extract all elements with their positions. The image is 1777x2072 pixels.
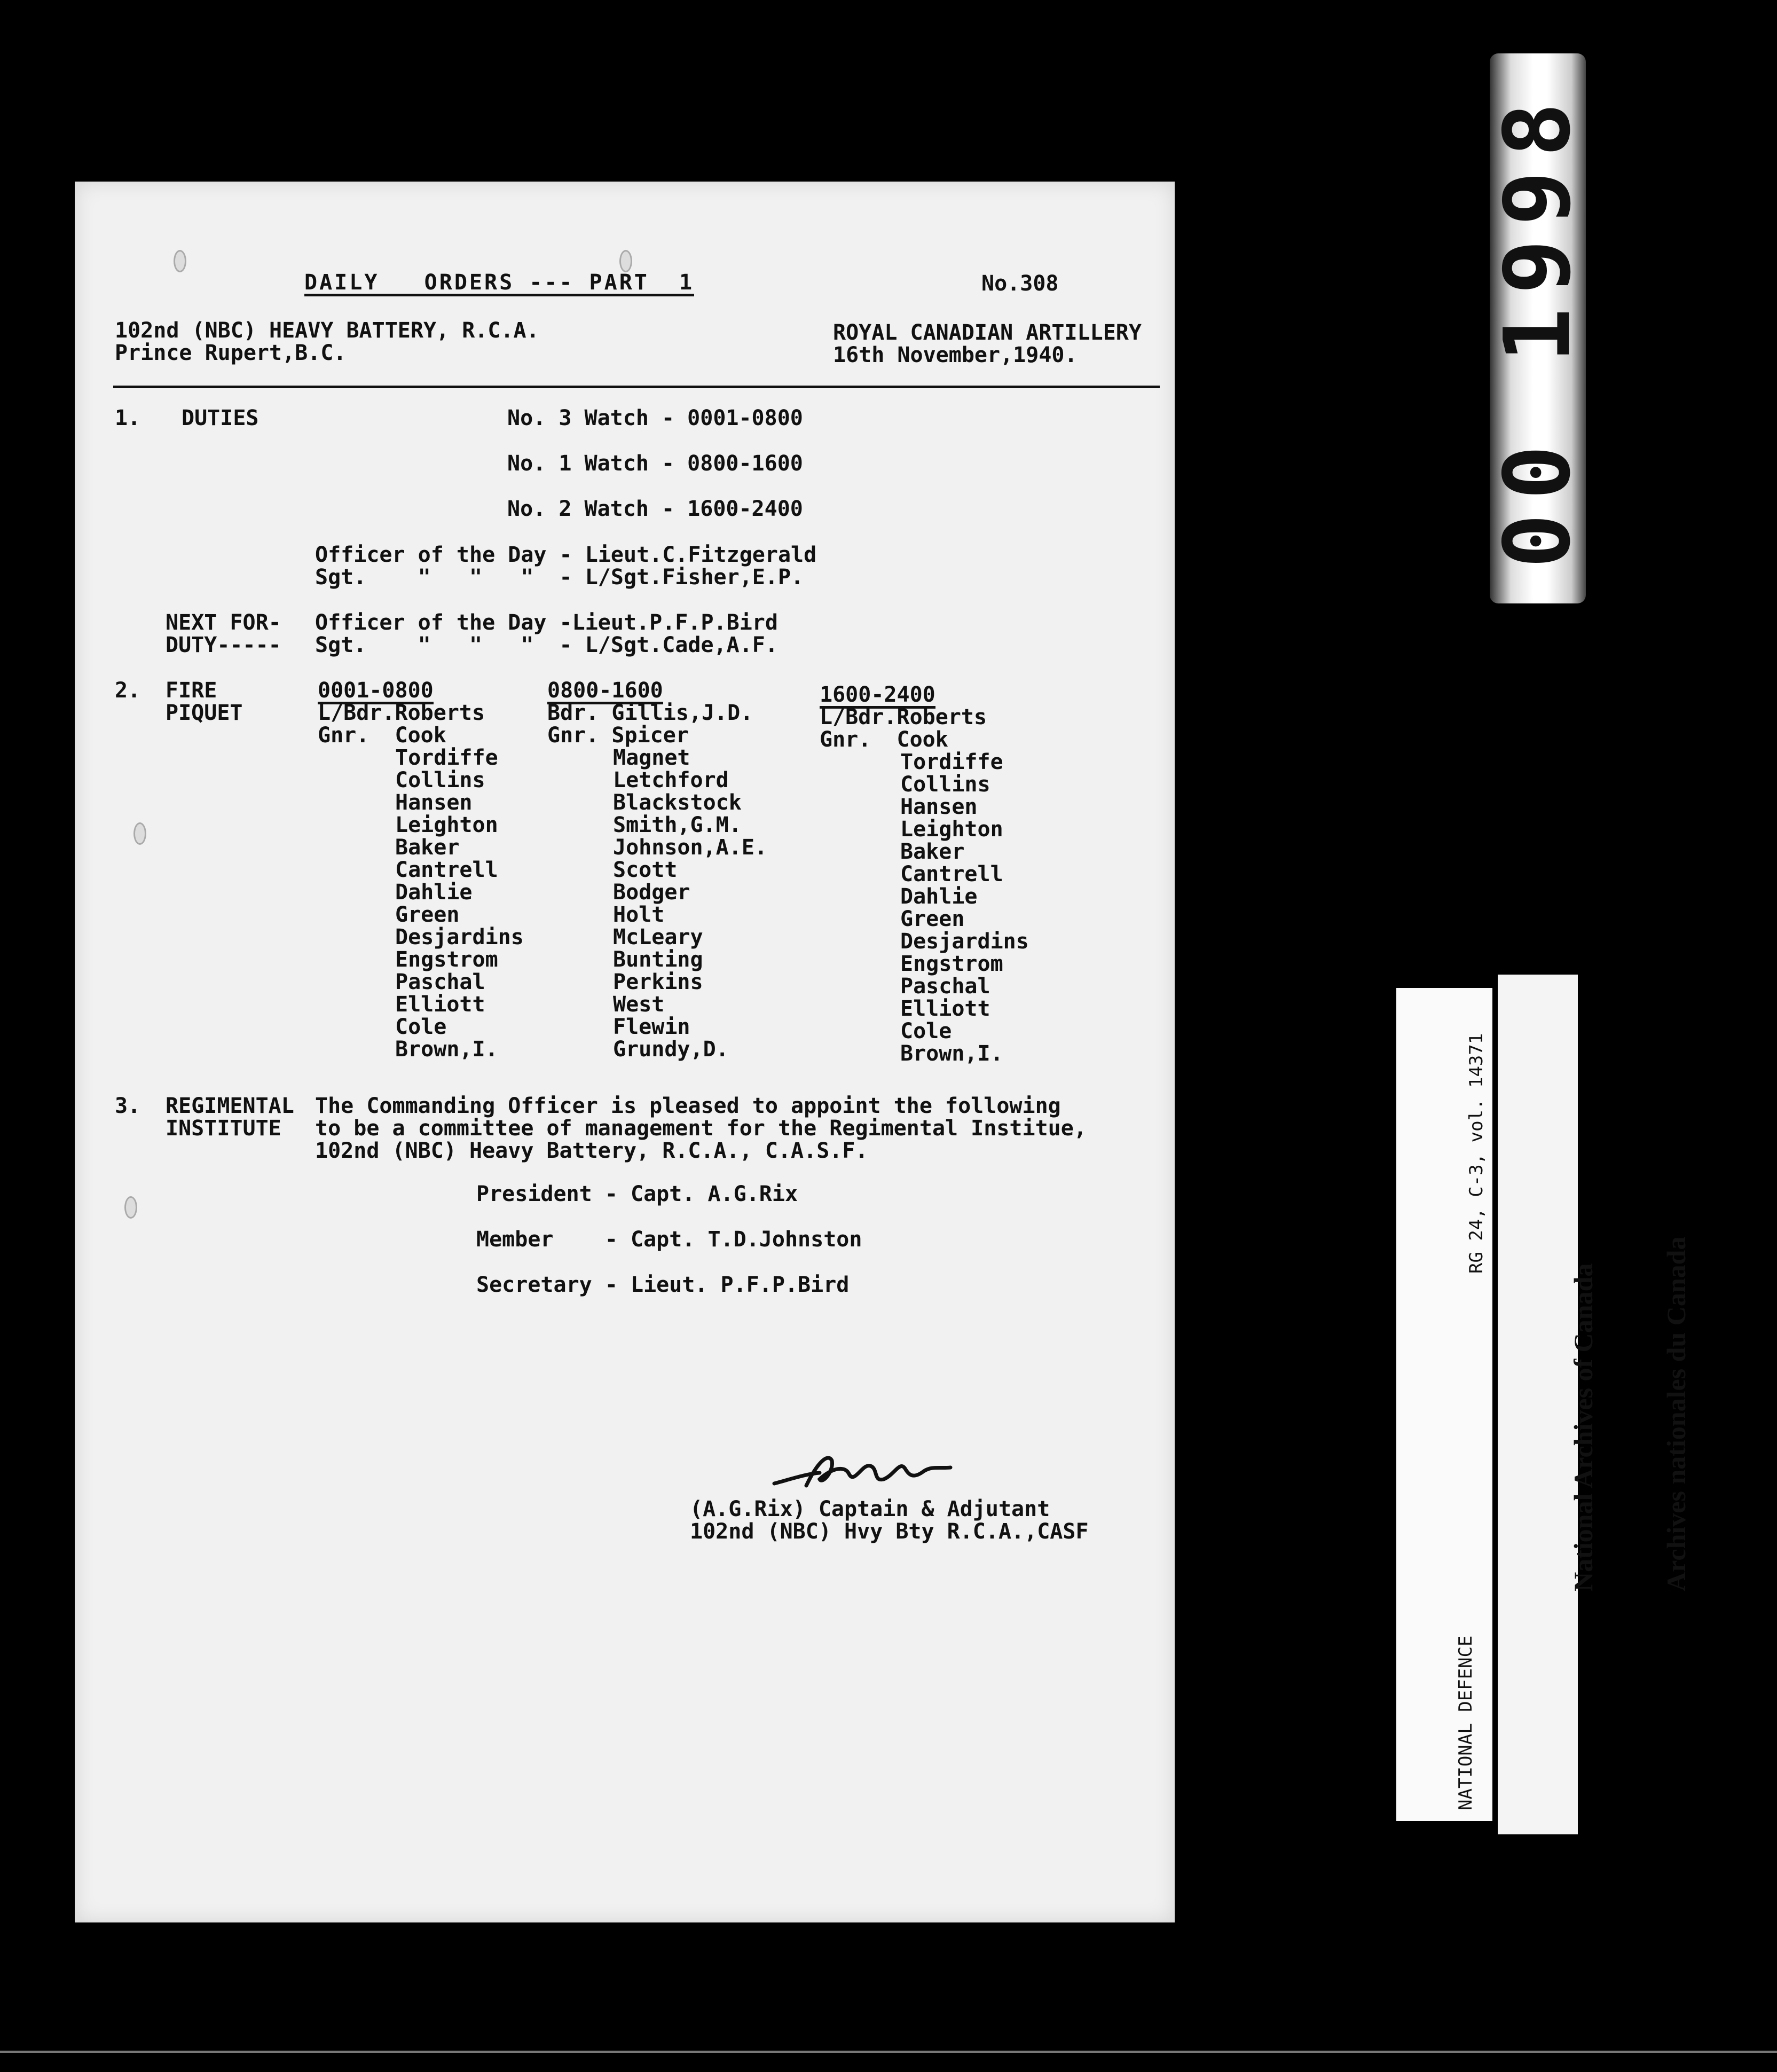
film-edge bbox=[0, 2051, 1777, 2053]
list-item: Desjardins bbox=[395, 925, 524, 949]
piquet-nco: L/Bdr.Roberts bbox=[820, 705, 987, 729]
signatory-name: (A.G.Rix) Captain & Adjutant bbox=[690, 1497, 1050, 1521]
piquet-column bbox=[318, 702, 485, 747]
committee-member: President - Capt. A.G.Rix bbox=[476, 1182, 798, 1206]
committee-member: Member - Capt. T.D.Johnston bbox=[476, 1227, 862, 1252]
list-item: Smith,G.M. bbox=[613, 813, 742, 837]
piquet-column bbox=[547, 702, 753, 747]
sergeant-of-day: Sgt. " " " - L/Sgt.Fisher,E.P. bbox=[315, 565, 804, 590]
list-item: Baker bbox=[900, 839, 965, 864]
list-item: Tordiffe bbox=[395, 745, 498, 770]
list-item: Engstrom bbox=[395, 947, 498, 972]
piquet-column bbox=[820, 706, 987, 751]
next-for-duty-label: NEXT FOR- bbox=[166, 610, 281, 635]
section-number: 2. bbox=[115, 678, 141, 703]
list-item: Brown,I. bbox=[395, 1037, 498, 1062]
list-item: Paschal bbox=[395, 970, 485, 994]
list-item: Magnet bbox=[613, 745, 690, 770]
order-number: No.308 bbox=[981, 271, 1059, 296]
list-item: Collins bbox=[900, 772, 990, 797]
piquet-names bbox=[395, 747, 524, 1061]
watch-line: No. 3 Watch - 0001-0800 bbox=[507, 406, 803, 430]
unit-location: Prince Rupert,B.C. bbox=[115, 341, 347, 365]
list-item: Perkins bbox=[613, 970, 703, 994]
list-item: Bunting bbox=[613, 947, 703, 972]
piquet-nco: Gnr. Cook bbox=[820, 727, 948, 752]
list-item: Collins bbox=[395, 768, 485, 792]
list-item: Green bbox=[900, 907, 965, 931]
list-item: Letchford bbox=[613, 768, 729, 792]
header-rule bbox=[113, 386, 1160, 388]
list-item: West bbox=[613, 992, 665, 1017]
punch-hole bbox=[133, 822, 146, 845]
committee-member: Secretary - Lieut. P.F.P.Bird bbox=[476, 1273, 850, 1297]
signatory-unit: 102nd (NBC) Hvy Bty R.C.A.,CASF bbox=[690, 1519, 1089, 1544]
stamp-line: NATIONAL DEFENCE bbox=[1455, 1635, 1476, 1810]
document-title: DAILY ORDERS --- PART 1 bbox=[304, 271, 694, 296]
list-item: Cole bbox=[395, 1015, 447, 1039]
list-item: Elliott bbox=[900, 996, 990, 1021]
watch-line: No. 2 Watch - 1600-2400 bbox=[507, 497, 803, 521]
piquet-names bbox=[900, 751, 1029, 1065]
piquet-time-header: 0800-1600 bbox=[547, 679, 663, 704]
list-item: Blackstock bbox=[613, 790, 742, 815]
unit-name: 102nd (NBC) HEAVY BATTERY, R.C.A. bbox=[115, 318, 539, 343]
list-item: Brown,I. bbox=[900, 1041, 1003, 1066]
corps-name: ROYAL CANADIAN ARTILLERY bbox=[833, 320, 1142, 345]
list-item: Cantrell bbox=[395, 858, 498, 882]
next-sergeant-of-day: Sgt. " " " - L/Sgt.Cade,A.F. bbox=[315, 633, 778, 657]
archives-name-fr: Archives nationales du Canada bbox=[1661, 1236, 1691, 1591]
list-item: Bodger bbox=[613, 880, 690, 905]
list-item: Paschal bbox=[900, 974, 990, 999]
list-item: Dahlie bbox=[900, 884, 978, 909]
list-item: Baker bbox=[395, 835, 460, 860]
section-number: 1. bbox=[115, 406, 141, 430]
piquet-nco: L/Bdr.Roberts bbox=[318, 701, 485, 725]
piquet-time-header: 1600-2400 bbox=[820, 684, 935, 709]
watch-line: No. 1 Watch - 0800-1600 bbox=[507, 451, 803, 476]
piquet-nco: Gnr. Spicer bbox=[547, 723, 689, 748]
next-for-duty-label: DUTY----- bbox=[166, 633, 281, 657]
list-item: Leighton bbox=[395, 813, 498, 837]
list-item: Hansen bbox=[395, 790, 473, 815]
punch-hole bbox=[124, 1196, 137, 1219]
officer-of-day: Officer of the Day - Lieut.C.Fitzgerald bbox=[315, 543, 817, 567]
section-number: 3. bbox=[115, 1094, 141, 1118]
section-heading: INSTITUTE bbox=[166, 1116, 281, 1141]
list-item: Desjardins bbox=[900, 929, 1029, 954]
list-item: Scott bbox=[613, 858, 678, 882]
list-item: Tordiffe bbox=[900, 750, 1003, 774]
institute-text: The Commanding Officer is pleased to appoint the following bbox=[315, 1094, 1061, 1118]
list-item: Grundy,D. bbox=[613, 1037, 729, 1062]
section-heading: FIRE bbox=[166, 678, 217, 703]
list-item: Johnson,A.E. bbox=[613, 835, 767, 860]
piquet-names bbox=[613, 747, 767, 1061]
reference-line: RG 24, C-3, vol. 14371 bbox=[1466, 1033, 1487, 1274]
archives-name-en: National Archives of Canada bbox=[1568, 1263, 1598, 1591]
list-item: Flewin bbox=[613, 1015, 690, 1039]
institute-text: to be a committee of management for the Regimental Institue, bbox=[315, 1116, 1087, 1141]
next-officer-of-day: Officer of the Day -Lieut.P.F.P.Bird bbox=[315, 610, 778, 635]
punch-hole bbox=[174, 250, 186, 272]
list-item: Dahlie bbox=[395, 880, 473, 905]
section-heading: REGIMENTAL bbox=[166, 1094, 294, 1118]
order-date: 16th November,1940. bbox=[833, 343, 1078, 367]
piquet-nco: Bdr. Gillis,J.D. bbox=[547, 701, 753, 725]
list-item: Leighton bbox=[900, 817, 1003, 842]
section-heading: PIQUET bbox=[166, 701, 243, 725]
institute-text: 102nd (NBC) Heavy Battery, R.C.A., C.A.S.F. bbox=[315, 1139, 868, 1163]
list-item: Engstrom bbox=[900, 952, 1003, 976]
piquet-nco: Gnr. Cook bbox=[318, 723, 446, 748]
list-item: McLeary bbox=[613, 925, 703, 949]
handwritten-signature bbox=[769, 1442, 972, 1501]
piquet-time-header: 0001-0800 bbox=[318, 679, 434, 704]
archives-name bbox=[1506, 1237, 1723, 1591]
punch-hole bbox=[619, 250, 632, 272]
list-item: Cole bbox=[900, 1019, 952, 1043]
list-item: Cantrell bbox=[900, 862, 1003, 886]
list-item: Elliott bbox=[395, 992, 485, 1017]
list-item: Green bbox=[395, 902, 460, 927]
frame-number: 00 1998 bbox=[1485, 88, 1591, 569]
list-item: Holt bbox=[613, 902, 665, 927]
section-heading: DUTIES bbox=[182, 406, 259, 430]
list-item: Hansen bbox=[900, 795, 978, 819]
